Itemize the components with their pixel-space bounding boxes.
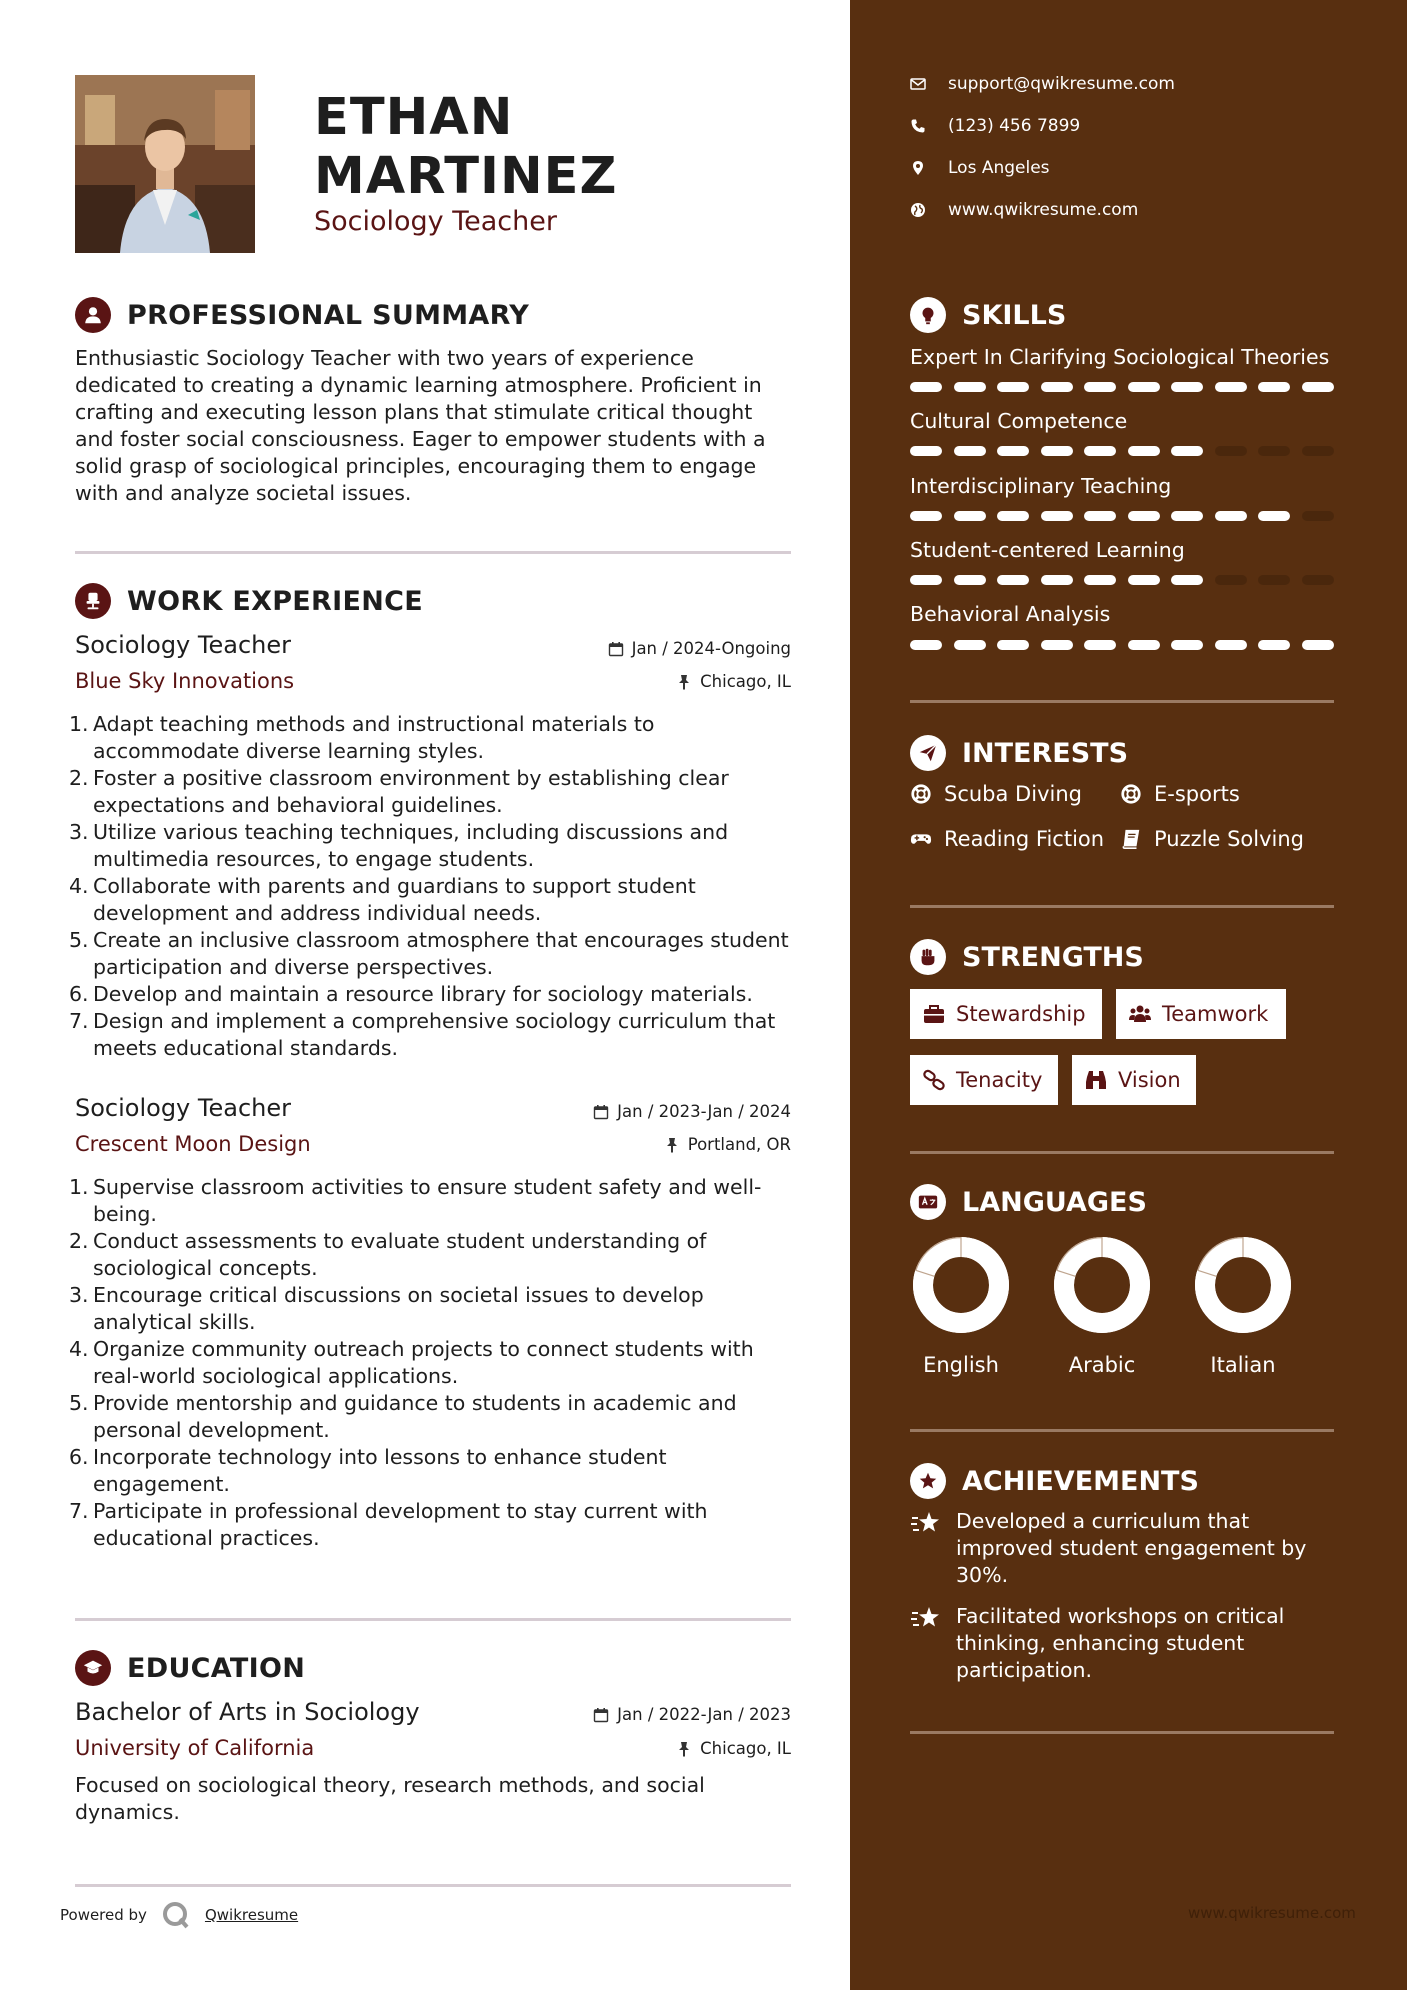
calendar-icon <box>593 1104 609 1120</box>
section-divider <box>75 1618 791 1621</box>
phone-icon <box>910 118 926 134</box>
skill-dash-filled <box>1171 511 1203 521</box>
skill-name: Student-centered Learning <box>910 538 1185 562</box>
star-badge-icon <box>910 1463 946 1499</box>
skill-name: Expert In Clarifying Sociological Theories <box>910 345 1330 369</box>
languages-title: LANGUAGES <box>962 1186 1147 1218</box>
list-item: 4. Collaborate with parents and guardians to support student development and address individual needs. <box>69 874 696 925</box>
skill-dash-filled <box>1171 382 1203 392</box>
paper-plane-icon <box>910 735 946 771</box>
calendar-icon <box>608 641 624 657</box>
contact-website[interactable] <box>910 200 1138 220</box>
powered-by-label: Powered by <box>60 1906 147 1924</box>
skill-name: Interdisciplinary Teaching <box>910 474 1172 498</box>
qwikresume-link[interactable]: Qwikresume <box>204 1906 299 1924</box>
skill-dash-filled <box>997 575 1029 585</box>
contact-email-text: support@qwikresume.com <box>948 74 1175 94</box>
job-dates <box>608 639 791 658</box>
skill-dash-empty <box>1258 446 1290 456</box>
job-dates <box>593 1102 791 1121</box>
calendar-icon <box>593 1707 609 1723</box>
job-duties <box>69 1174 793 1552</box>
skill-dash-empty <box>1302 446 1334 456</box>
strength-label: Vision <box>1118 1068 1181 1092</box>
section-divider <box>910 905 1334 908</box>
skill-dash-filled <box>1084 446 1116 456</box>
skill-dash-filled <box>910 575 942 585</box>
strength-chip <box>910 1055 1058 1105</box>
lightbulb-icon <box>910 297 946 333</box>
skill-dash-empty <box>1302 575 1334 585</box>
skill-name: Behavioral Analysis <box>910 602 1111 626</box>
list-item: 3. Utilize various teaching techniques, including discussions and multimedia resources, to engage students. <box>69 820 729 871</box>
section-divider <box>910 1151 1334 1154</box>
education-description: Focused on sociological theory, research methods, and social dynamics. <box>75 1773 705 1824</box>
contact-website-text: www.qwikresume.com <box>948 200 1139 220</box>
list-item: 4. Organize community outreach projects to connect students with real-world sociological applications. <box>69 1337 754 1388</box>
pin-icon <box>676 1741 692 1757</box>
binoculars-icon <box>1084 1068 1108 1092</box>
map-marker-icon <box>910 160 926 176</box>
list-item: 1. Supervise classroom activities to ensure student safety and well-being. <box>69 1175 762 1226</box>
list-item: 6. Develop and maintain a resource library for sociology materials. <box>69 982 753 1006</box>
interests-title: INTERESTS <box>962 737 1129 769</box>
achievement-text: Developed a curriculum that improved student engagement by 30%. <box>956 1509 1307 1587</box>
contact-phone-text: (123) 456 7899 <box>948 116 1081 136</box>
summary-text: Enthusiastic Sociology Teacher with two years of experience dedicated to creating a dynamic learning atmosphere. Proficient in crafting and executing lesson plans that stimulate critical thought and foster social consciousness. Eager to empower students with a solid grasp of sociological principles, encouraging them to engage with and analyze societal issues. <box>75 346 766 505</box>
name-line-last: MARTINEZ <box>314 147 618 206</box>
pin-icon <box>664 1137 680 1153</box>
contact-phone[interactable] <box>910 116 1080 136</box>
skill-dash-filled <box>1258 640 1290 650</box>
list-item: 7. Design and implement a comprehensive sociology curriculum that meets educational standards. <box>69 1009 776 1060</box>
skill-dash-empty <box>1258 575 1290 585</box>
strength-chip <box>1116 989 1286 1039</box>
globe-icon <box>910 202 926 218</box>
skill-dash-filled <box>1171 446 1203 456</box>
skill-dash-filled <box>1128 382 1160 392</box>
strengths-heading <box>910 939 1144 975</box>
shooting-star-icon <box>910 1510 942 1538</box>
skill-dash-filled <box>1084 640 1116 650</box>
powered-by <box>60 1900 298 1930</box>
skill-dash-filled <box>1302 640 1334 650</box>
strength-label: Stewardship <box>956 1002 1086 1026</box>
list-item: 1. Adapt teaching methods and instructional materials to accommodate diverse learning styles. <box>69 712 655 763</box>
skill-level-bar <box>910 575 1334 585</box>
interests-heading <box>910 735 1128 771</box>
education-title: EDUCATION <box>127 1652 306 1684</box>
list-item: 5. Provide mentorship and guidance to students in academic and personal development. <box>69 1391 737 1442</box>
skill-dash-filled <box>1084 575 1116 585</box>
sidebar <box>850 0 1407 1990</box>
language-name: English <box>923 1353 999 1377</box>
list-item: 3. Encourage critical discussions on societal issues to develop analytical skills. <box>69 1283 704 1334</box>
skill-dash-filled <box>954 446 986 456</box>
contact-email[interactable] <box>910 74 1175 94</box>
education-dates-text: Jan / 2022-Jan / 2023 <box>617 1705 791 1724</box>
skill-dash-filled <box>1128 640 1160 650</box>
footer-website[interactable]: www.qwikresume.com <box>1188 1904 1356 1922</box>
language-item <box>906 1235 1016 1377</box>
job-location <box>664 1135 791 1154</box>
skill-dash-filled <box>997 511 1029 521</box>
achievements-heading <box>910 1463 1199 1499</box>
skill-dash-filled <box>1041 640 1073 650</box>
gamepad-icon <box>910 828 932 850</box>
school-name: University of California <box>75 1736 315 1760</box>
envelope-icon <box>910 76 926 92</box>
skill-dash-filled <box>997 640 1029 650</box>
interest-label: E-sports <box>1154 782 1240 806</box>
skill-level-bar <box>910 640 1334 650</box>
experience-heading <box>75 583 423 619</box>
interest-item <box>1120 782 1240 806</box>
education-dates <box>593 1705 791 1724</box>
skills-title: SKILLS <box>962 299 1067 331</box>
skill-dash-filled <box>954 575 986 585</box>
skill-dash-filled <box>1215 640 1247 650</box>
link-icon <box>922 1068 946 1092</box>
education-location-text: Chicago, IL <box>700 1739 791 1758</box>
translate-icon <box>910 1184 946 1220</box>
job-location <box>676 672 791 691</box>
candidate-name <box>314 88 617 206</box>
interest-item <box>910 782 1082 806</box>
skill-dash-empty <box>1215 446 1247 456</box>
skill-dash-filled <box>1084 382 1116 392</box>
strengths-title: STRENGTHS <box>962 941 1144 973</box>
education-heading <box>75 1650 305 1686</box>
skill-dash-filled <box>997 446 1029 456</box>
degree-title: Bachelor of Arts in Sociology <box>75 1698 420 1726</box>
strength-label: Teamwork <box>1162 1002 1269 1026</box>
contact-location <box>910 158 1050 178</box>
job-location-text: Chicago, IL <box>700 672 791 691</box>
job-duties <box>69 711 793 1062</box>
list-item: 6. Incorporate technology into lessons to enhance student engagement. <box>69 1445 667 1496</box>
job-role: Sociology Teacher <box>314 206 557 237</box>
skill-dash-filled <box>910 640 942 650</box>
book-icon <box>1120 828 1142 850</box>
skills-heading <box>910 297 1066 333</box>
language-name: Italian <box>1210 1353 1276 1377</box>
company-name: Blue Sky Innovations <box>75 669 295 693</box>
skill-dash-filled <box>910 446 942 456</box>
interest-item <box>1120 827 1304 851</box>
language-name: Arabic <box>1068 1353 1136 1377</box>
qwikresume-logo-icon <box>161 1900 191 1930</box>
section-divider <box>75 551 791 554</box>
skill-dash-filled <box>1041 511 1073 521</box>
skill-dash-filled <box>997 382 1029 392</box>
job-title: Sociology Teacher <box>75 1094 291 1122</box>
contact-location-text: Los Angeles <box>948 158 1050 178</box>
skill-dash-filled <box>1041 382 1073 392</box>
languages-heading <box>910 1184 1147 1220</box>
strength-label: Tenacity <box>956 1068 1043 1092</box>
shooting-star-icon <box>910 1605 942 1633</box>
language-gauge <box>1193 1235 1293 1335</box>
interest-label: Puzzle Solving <box>1154 827 1304 851</box>
achievement-item <box>910 1603 1340 1684</box>
skill-dash-filled <box>1128 511 1160 521</box>
skill-name: Cultural Competence <box>910 409 1128 433</box>
users-icon <box>1128 1002 1152 1026</box>
section-divider <box>75 1884 791 1887</box>
strength-chip <box>1072 1055 1196 1105</box>
section-divider <box>910 1731 1334 1734</box>
language-item <box>1188 1235 1298 1377</box>
experience-title: WORK EXPERIENCE <box>127 585 423 617</box>
pin-icon <box>676 674 692 690</box>
language-gauge <box>911 1235 1011 1335</box>
section-divider <box>910 700 1334 703</box>
skill-dash-filled <box>1258 511 1290 521</box>
skill-dash-filled <box>1128 575 1160 585</box>
job-dates-text: Jan / 2024-Ongoing <box>631 639 791 658</box>
skill-level-bar <box>910 511 1334 521</box>
graduation-icon <box>75 1650 111 1686</box>
skill-dash-filled <box>1041 446 1073 456</box>
list-item: 2. Conduct assessments to evaluate student understanding of sociological concepts. <box>69 1229 707 1280</box>
summary-title: PROFESSIONAL SUMMARY <box>127 299 530 331</box>
job-location-text: Portland, OR <box>687 1135 791 1154</box>
fist-icon <box>910 939 946 975</box>
name-line-first: ETHAN <box>314 88 514 147</box>
skill-dash-filled <box>1171 575 1203 585</box>
skill-dash-filled <box>954 382 986 392</box>
skill-dash-filled <box>1041 575 1073 585</box>
skill-dash-filled <box>910 382 942 392</box>
skill-dash-filled <box>1171 640 1203 650</box>
skill-level-bar <box>910 382 1334 392</box>
language-item <box>1047 1235 1157 1377</box>
summary-heading <box>75 297 529 333</box>
skill-dash-filled <box>1302 382 1334 392</box>
skill-dash-empty <box>1302 511 1334 521</box>
strength-chip <box>910 989 1102 1039</box>
skill-dash-filled <box>1258 382 1290 392</box>
list-item: 2. Foster a positive classroom environment by establishing clear expectations and behavioral guidelines. <box>69 766 729 817</box>
job-title: Sociology Teacher <box>75 631 291 659</box>
achievement-item <box>910 1508 1340 1589</box>
user-icon <box>75 297 111 333</box>
skill-dash-filled <box>1215 382 1247 392</box>
section-divider <box>910 1429 1334 1432</box>
office-chair-icon <box>75 583 111 619</box>
interest-label: Scuba Diving <box>944 782 1082 806</box>
company-name: Crescent Moon Design <box>75 1132 311 1156</box>
job-dates-text: Jan / 2023-Jan / 2024 <box>617 1102 791 1121</box>
skill-dash-filled <box>954 640 986 650</box>
language-gauge <box>1052 1235 1152 1335</box>
skill-dash-empty <box>1215 575 1247 585</box>
skill-level-bar <box>910 446 1334 456</box>
list-item: 5. Create an inclusive classroom atmosphere that encourages student participation and diverse perspectives. <box>69 928 789 979</box>
interest-label: Reading Fiction <box>944 827 1105 851</box>
profile-photo <box>75 75 255 253</box>
achievements-title: ACHIEVEMENTS <box>962 1465 1199 1497</box>
skill-dash-filled <box>1128 446 1160 456</box>
skill-dash-filled <box>1084 511 1116 521</box>
interest-item <box>910 827 1104 851</box>
list-item: 7. Participate in professional development to stay current with educational practices. <box>69 1499 708 1550</box>
lifebuoy-icon <box>910 783 932 805</box>
briefcase-icon <box>922 1002 946 1026</box>
skill-dash-filled <box>1215 511 1247 521</box>
skill-dash-filled <box>910 511 942 521</box>
achievement-text: Facilitated workshops on critical thinking, enhancing student participation. <box>956 1604 1285 1682</box>
lifebuoy-icon <box>1120 783 1142 805</box>
education-location <box>676 1739 791 1758</box>
skill-dash-filled <box>954 511 986 521</box>
